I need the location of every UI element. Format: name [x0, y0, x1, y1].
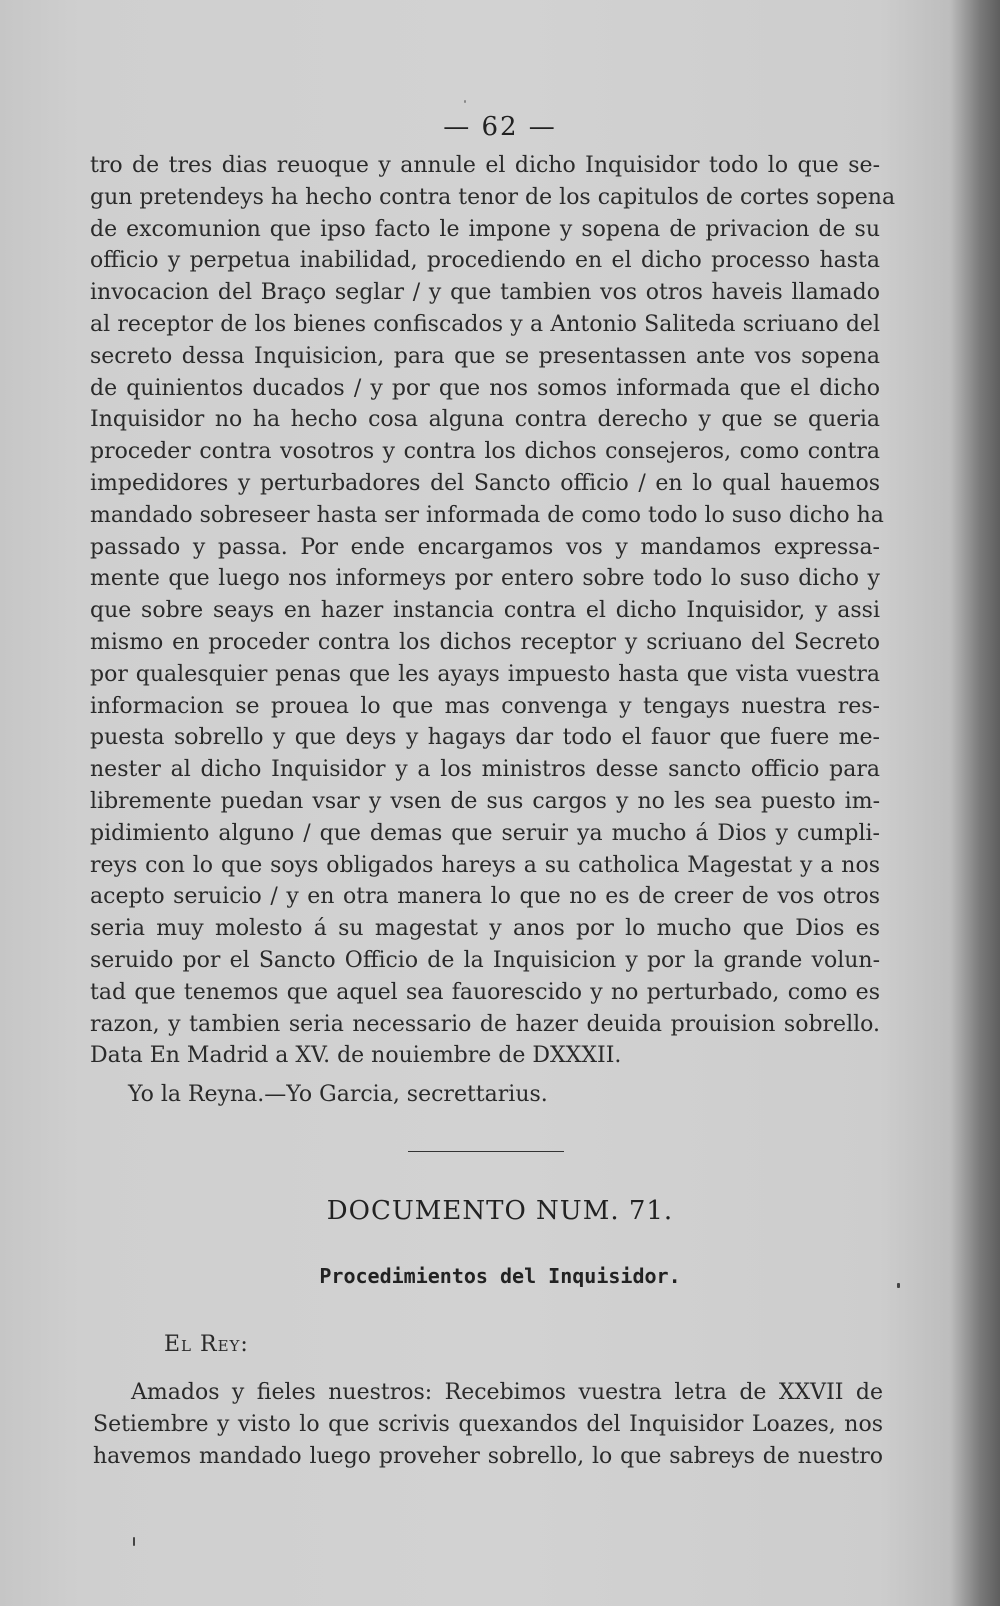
addressee: El Rey: — [164, 1332, 249, 1357]
body-line: invocacion del Braço seglar / y que tambien vos otros haveis llamado — [90, 280, 880, 306]
ink-speck — [464, 100, 466, 103]
body-line: nester al dicho Inquisidor y a los ministros desse sancto officio para — [90, 757, 880, 783]
body-line: seria muy molesto á su magestat y anos por lo mucho que Dios es — [90, 916, 880, 942]
body-line: impedidores y perturbadores del Sancto officio / en lo qual hauemos — [90, 470, 880, 496]
body-line: mismo en proceder contra los dichos receptor y scriuano del Secreto — [90, 629, 880, 655]
body-line: mandado sobreseer hasta ser informada de como todo lo suso dicho ha — [90, 502, 884, 528]
signature-line: Yo la Reyna.—Yo Garcia, secrettarius. — [128, 1082, 548, 1107]
body-line: Inquisidor no ha hecho cosa alguna contra derecho y que se queria — [90, 407, 880, 433]
ink-speck — [897, 1283, 900, 1288]
body-line: gun pretendeys ha hecho contra tenor de los capitulos de cortes sopena — [90, 184, 896, 210]
body-line: que sobre seays en hazer instancia contra el dicho Inquisidor, y assi — [90, 598, 880, 624]
body-line: por qualesquier penas que les ayays impuesto hasta que vista vuestra — [90, 661, 880, 687]
letter-line: Amados y fieles nuestros: Recebimos vuestra letra de XXVII de — [131, 1380, 883, 1405]
body-line: puesta sobrello y que deys y hagays dar todo el fauor que fuere me- — [90, 725, 880, 751]
body-line: libremente puedan vsar y vsen de sus cargos y no les sea puesto im- — [90, 788, 880, 814]
body-line: acepto seruicio / y en otra manera lo que no es de creer de vos otros — [90, 884, 880, 910]
body-line: seruido por el Sancto Officio de la Inquisicion y por la grande volun- — [90, 947, 880, 973]
body-text — [90, 150, 896, 1072]
ink-speck — [133, 1537, 135, 1546]
body-line: officio y perpetua inabilidad, procediendo en el dicho processo hasta — [90, 248, 880, 274]
body-line: reys con lo que soys obligados hareys a su catholica Magestat y a nos — [90, 852, 880, 878]
body-line: de excomunion que ipso facto le impone y sopena de privacion de su — [90, 216, 880, 242]
letter-text — [93, 1377, 883, 1473]
body-line: informacion se prouea lo que mas convenga y tengays nuestra res- — [90, 693, 880, 719]
body-line: pidimiento alguno / que demas que seruir ya mucho á Dios y cumpli- — [90, 820, 880, 846]
body-line: passado y passa. Por ende encargamos vos y mandamos expressa- — [90, 534, 880, 560]
document-heading: DOCUMENTO NUM. 71. — [326, 1196, 674, 1226]
body-line: razon, y tambien seria necessario de hazer deuida prouision sobrello. — [90, 1011, 880, 1037]
document-subtitle: Procedimientos del Inquisidor. — [319, 1264, 681, 1288]
body-line: secreto dessa Inquisicion, para que se presentassen ante vos sopena — [90, 343, 880, 369]
body-line: tro de tres dias reuoque y annule el dicho Inquisidor todo lo que se- — [90, 153, 880, 178]
page-number: — 62 — — [443, 112, 557, 142]
letter-line: Setiembre y visto lo que scrivis quexandos del Inquisidor Loazes, nos — [93, 1412, 883, 1437]
body-line: proceder contra vosotros y contra los dichos consejeros, como contra — [90, 439, 880, 465]
body-line: al receptor de los bienes confiscados y a Antonio Saliteda scriuano del — [90, 311, 880, 337]
section-divider — [408, 1151, 564, 1152]
letter-line: havemos mandado luego proveher sobrello, lo que sabreys de nuestro — [93, 1444, 883, 1469]
body-line: de quinientos ducados / y por que nos somos informada que el dicho — [90, 375, 880, 401]
body-line: tad que tenemos que aquel sea fauorescido y no perturbado, como es — [90, 979, 880, 1005]
body-line: Data En Madrid a XV. de nouiembre de DXXXII. — [90, 1043, 622, 1069]
body-line: mente que luego nos informeys por entero sobre todo lo suso dicho y — [90, 566, 880, 592]
